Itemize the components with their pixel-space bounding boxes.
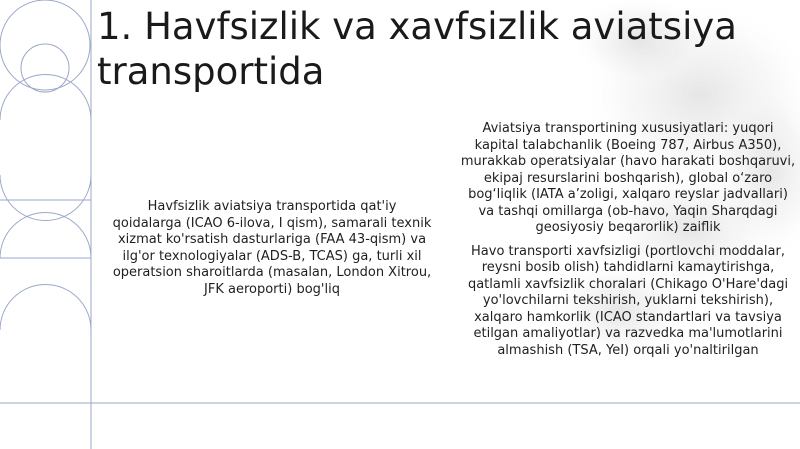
right-text-column — [460, 121, 796, 366]
slide-title: 1. Havfsizlik va xavfsizlik aviatsiya transportida — [97, 5, 737, 93]
right-paragraph-characteristics: Aviatsiya transportining xususiyatlari: yuqori kapital talabchanlik (Boeing 787, Airbus A350), murakkab operatsiyalar (havo harakati boshqaruvi, ekipaj resurslarini boshqarish), global o‘zaro bog‘liqlik (IATA a’zoligi, xalqaro reyslar jadvallari) va tashqi omillarga (ob-havo, Yaqin Sharqdagi geosiyosiy beqarorlik) zaiflik — [460, 121, 796, 235]
left-text-block: Havfsizlik aviatsiya transportida qat'iy qoidalarga (ICAO 6-ilova, I qism), samarali texnik xizmat ko'rsatish dasturlariga (FAA 43-qism) va ilg'or texnologiyalar (ADS-B, TCAS) ga, turli xil operatsion sharoitlarda (masalan, London Xitrou, JFK aeroporti) bog'liq — [112, 199, 432, 297]
right-paragraph-security: Havo transporti xavfsizligi (portlovchi moddalar, reysni bosib olish) tahdidlarni kamaytirishga, qatlamli xavfsizlik choralari (Chikago O'Hare'dagi yo'lovchilarni tekshirish, yuklarni tekshirish), xalqaro hamkorlik (ICAO standartlari va tavsiya etilgan amaliyotlar) va razvedka ma'lumotlarini almashish (TSA, YeI) orqali yo'naltirilgan — [467, 243, 789, 358]
